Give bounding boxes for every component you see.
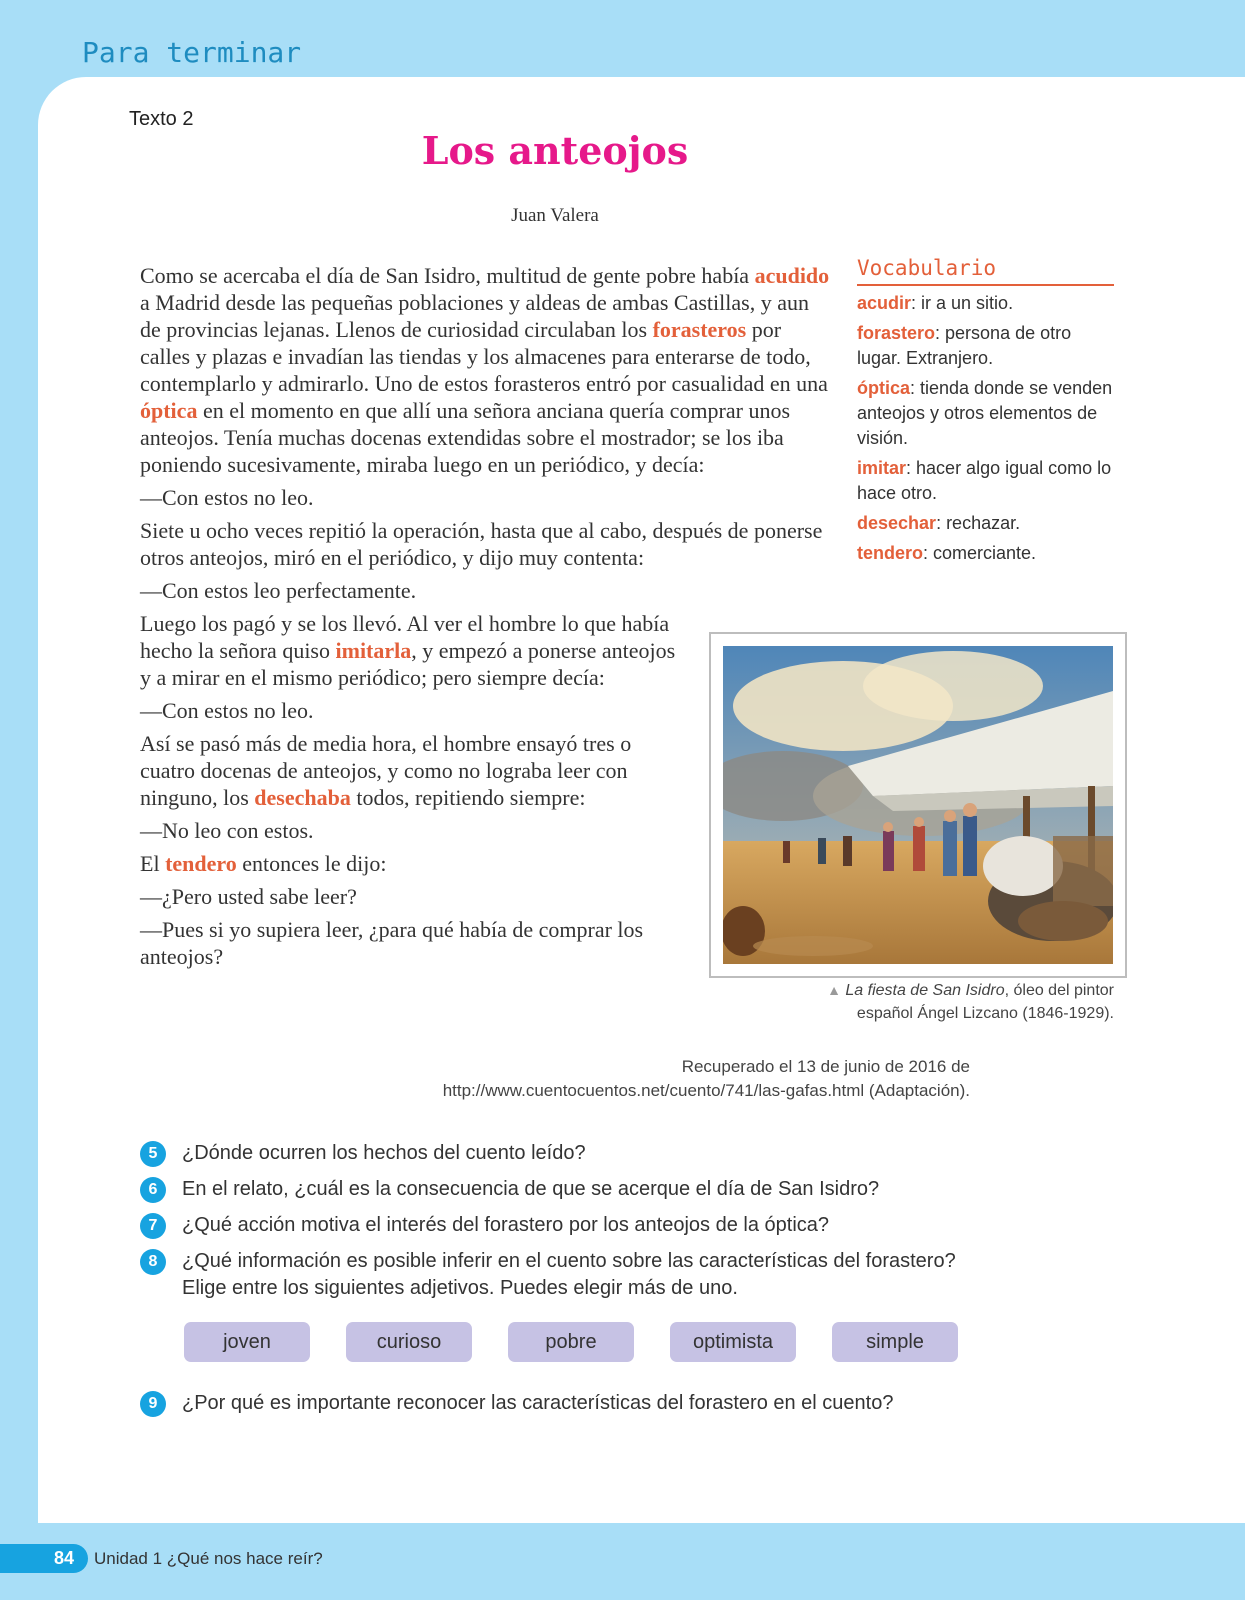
question-number-badge: 7 — [140, 1213, 166, 1239]
question-item — [140, 1212, 970, 1239]
story-text: Siete u ocho veces repitió la operación, hasta que al cabo, después de ponerse otros anteojos, miró en el periódico, y dijo muy contenta: — [140, 518, 823, 570]
adjective-option[interactable]: joven — [184, 1322, 310, 1362]
question-text: ¿Qué información es posible inferir en el cuento sobre las características del forastero? Elige entre los siguientes adjetivos. Puedes elegir más de uno. — [182, 1250, 956, 1299]
story-text: Como se acercaba el día de San Isidro, multitud de gente pobre había — [140, 263, 755, 288]
vocabulary-entry — [857, 321, 1114, 371]
vocabulary-term: óptica — [857, 378, 911, 398]
vocabulary-entry — [857, 291, 1114, 316]
story-text: —Pues si yo supiera leer, ¿para qué había de comprar los anteojos? — [140, 917, 644, 969]
unit-title: Unidad 1 ¿Qué nos hace reír? — [94, 1549, 323, 1568]
vocabulary-term: tendero — [857, 543, 924, 563]
story-paragraph — [140, 916, 680, 970]
vocabulary-highlight: acudido — [754, 263, 830, 288]
page-number: 84 — [0, 1544, 88, 1573]
vocabulary-highlight: imitarla — [335, 638, 412, 663]
painting-frame — [709, 632, 1127, 978]
story-text: —¿Pero usted sabe leer? — [140, 884, 357, 909]
vocabulary-entry — [857, 511, 1114, 536]
question-number-badge: 5 — [140, 1141, 166, 1167]
question-item — [140, 1176, 970, 1203]
story-text: a Madrid desde las pequeñas poblaciones y aldeas de ambas Castillas, y aun de provincias lejanas. Llenos de curiosidad circulaban los — [140, 290, 809, 342]
source-citation — [350, 1055, 970, 1103]
story-text: El — [140, 851, 166, 876]
adjective-option[interactable]: optimista — [670, 1322, 796, 1362]
story-text: en el momento en que allí una señora anciana quería comprar unos anteojos. Tenía muchas docenas extendidas sobre el mostrador; se los iba poniendo sucesivamente, miraba luego en un periódico, y decía: — [140, 398, 791, 477]
vocabulary-definition: : comerciante. — [923, 543, 1037, 563]
section-title: Para terminar — [82, 36, 302, 69]
vocabulary-entry — [857, 376, 1114, 451]
adjective-options — [184, 1322, 974, 1364]
vocabulary-term: acudir — [857, 293, 912, 313]
story-text: —Con estos no leo. — [140, 485, 314, 510]
painting-description: , óleo del pintor español Ángel Lizcano (1846-1929). — [856, 982, 1114, 1022]
question-text: En el relato, ¿cuál es la consecuencia de que se acerque el día de San Isidro? — [182, 1178, 880, 1200]
vocabulary-list — [857, 291, 1114, 566]
story-text: , y empezó a ponerse anteojos y a mirar en el mismo periódico; pero siempre decía: — [140, 638, 676, 690]
vocabulary-term: imitar — [857, 458, 907, 478]
question-number-badge: 9 — [140, 1391, 166, 1417]
source-line-2: http://www.cuentocuentos.net/cuento/741/las-gafas.html (Adaptación). — [442, 1081, 970, 1100]
vocabulary-definition: : ir a un sitio. — [911, 293, 1014, 313]
vocabulary-term: desechar — [857, 513, 937, 533]
vocabulary-definition: : persona de otro lugar. Extranjero. — [857, 323, 1072, 368]
story-paragraph — [140, 883, 680, 910]
story-author: Juan Valera — [511, 205, 599, 226]
caption-triangle-icon: ▲ — [827, 982, 841, 998]
vocabulary-definition: : hacer algo igual como lo hace otro. — [857, 458, 1112, 503]
story-paragraph — [140, 262, 830, 478]
source-line-1: Recuperado el 13 de junio de 2016 de — [681, 1057, 970, 1076]
adjective-option[interactable]: pobre — [508, 1322, 634, 1362]
vocabulary-entry — [857, 541, 1114, 566]
story-text: Así se pasó más de media hora, el hombre ensayó tres o cuatro docenas de anteojos, y como no lograba leer con ninguno, los — [140, 731, 632, 810]
story-title: Los anteojos — [421, 128, 689, 173]
question-text: ¿Por qué es importante reconocer las características del forastero en el cuento? — [182, 1392, 894, 1414]
story-text: todos, repitiendo siempre: — [350, 785, 586, 810]
question-number-badge: 8 — [140, 1249, 166, 1275]
story-paragraph — [140, 517, 830, 571]
story-text: por calles y plazas e invadían las tiendas y los almacenes para enterarse de todo, contemplarlo y admirarlo. Uno de estos forasteros entró por casualidad en una — [140, 317, 828, 396]
story-text: —Con estos no leo. — [140, 698, 314, 723]
story-paragraph — [140, 577, 830, 604]
left-margin-strip — [0, 77, 14, 807]
story-text: —No leo con estos. — [140, 818, 314, 843]
adjective-option[interactable]: simple — [832, 1322, 958, 1362]
question-text: ¿Qué acción motiva el interés del forastero por los anteojos de la óptica? — [182, 1214, 830, 1236]
vocabulary-definition: : tienda donde se venden anteojos y otros elementos de visión. — [857, 378, 1113, 448]
text-label: Texto 2 — [129, 108, 194, 130]
story-paragraph — [140, 850, 680, 877]
painting-title: La fiesta de San Isidro — [845, 982, 1005, 999]
story-paragraph — [140, 817, 680, 844]
question-number-badge: 6 — [140, 1177, 166, 1203]
vocabulary-highlight: óptica — [140, 398, 198, 423]
painting-image — [723, 646, 1113, 964]
vocabulary-highlight: forasteros — [652, 317, 747, 342]
vocabulary-highlight: desechaba — [254, 785, 351, 810]
story-text: entonces le dijo: — [236, 851, 387, 876]
story-text: Luego los pagó y se los llevó. Al ver el hombre lo que había hecho la señora quiso — [140, 611, 670, 663]
story-paragraph — [140, 730, 680, 811]
painting-caption — [790, 979, 1114, 1025]
adjective-option[interactable]: curioso — [346, 1322, 472, 1362]
story-paragraph — [140, 484, 830, 511]
vocabulary-box — [857, 256, 1114, 566]
question-item — [140, 1140, 970, 1167]
question-item — [140, 1248, 970, 1302]
story-paragraph — [140, 697, 680, 724]
vocabulary-entry — [857, 456, 1114, 506]
questions-list — [140, 1140, 970, 1311]
story-text: —Con estos leo perfectamente. — [140, 578, 417, 603]
vocabulary-title: Vocabulario — [857, 256, 1114, 286]
vocabulary-definition: : rechazar. — [936, 513, 1021, 533]
question-9 — [140, 1390, 970, 1426]
question-text: ¿Dónde ocurren los hechos del cuento leído? — [182, 1142, 586, 1164]
vocabulary-highlight: tendero — [165, 851, 237, 876]
vocabulary-term: forastero — [857, 323, 936, 343]
story-paragraph — [140, 610, 680, 691]
